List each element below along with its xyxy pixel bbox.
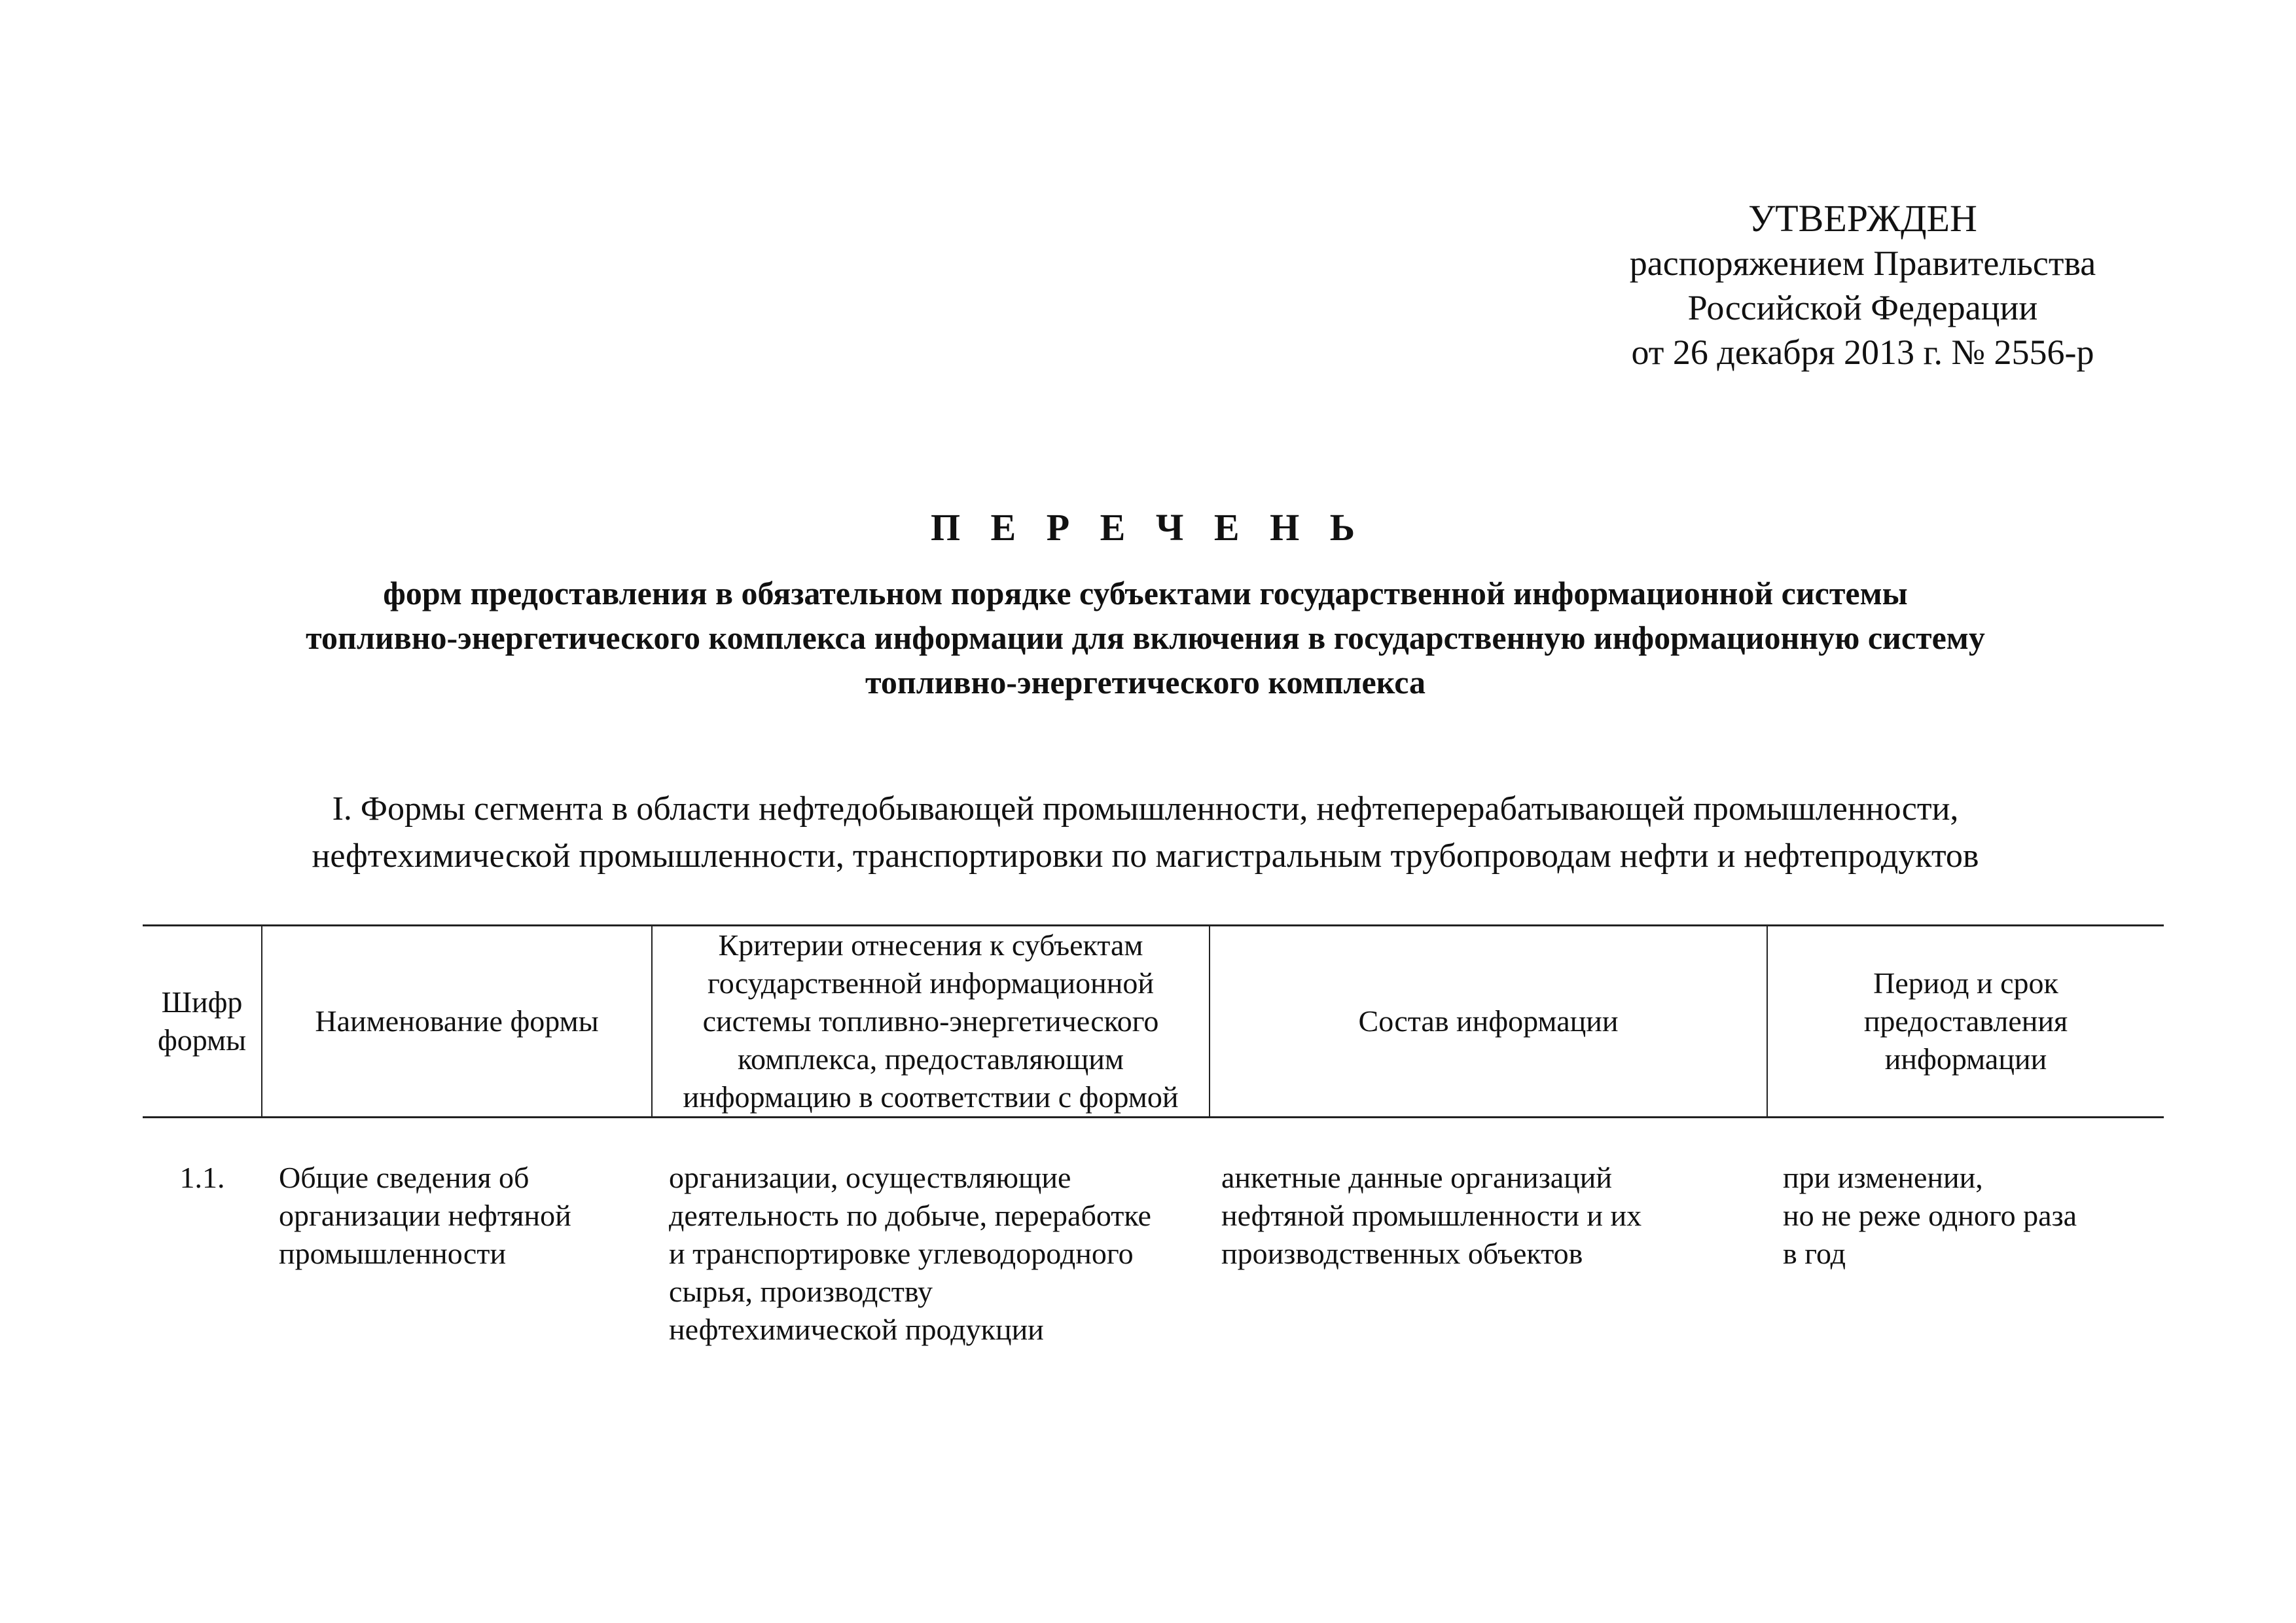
table-header-row bbox=[143, 926, 2164, 1118]
cell-text: анкетные данные организаций bbox=[1221, 1161, 1613, 1194]
approval-title: УТВЕРЖДЕН bbox=[1748, 197, 1977, 240]
header-text: формы bbox=[157, 1023, 247, 1057]
subtitle-line: форм предоставления в обязательном порядке субъектами государственной информационной системы bbox=[383, 575, 1908, 611]
header-text: предоставления bbox=[1863, 1004, 2068, 1038]
header-text: информацию в соответствии с формой bbox=[683, 1080, 1179, 1114]
cell-text: нефтяной промышленности и их bbox=[1221, 1199, 1642, 1232]
header-text: Критерии отнесения к субъектам bbox=[718, 928, 1143, 962]
document-subtitle bbox=[151, 571, 2140, 704]
subtitle-line: топливно-энергетического комплекса bbox=[865, 664, 1426, 701]
cell-text: 1.1. bbox=[179, 1161, 225, 1194]
header-name bbox=[262, 926, 652, 1118]
cell-name bbox=[262, 1118, 652, 1349]
forms-table bbox=[143, 924, 2164, 1349]
approval-stamp bbox=[1594, 196, 2131, 374]
cell-text: но не реже одного раза bbox=[1783, 1199, 2077, 1232]
section-heading-line: I. Формы сегмента в области нефтедобывающей промышленности, нефтеперерабатывающей промышленности, bbox=[332, 790, 1959, 828]
cell-text: в год bbox=[1783, 1237, 1846, 1270]
header-text: Шифр bbox=[161, 985, 243, 1019]
table-row bbox=[143, 1118, 2164, 1349]
subtitle-line: топливно-энергетического комплекса информации для включения в государственную информационную систему bbox=[306, 619, 1985, 656]
header-period bbox=[1767, 926, 2164, 1118]
header-text: государственной информационной bbox=[708, 966, 1154, 1000]
header-code bbox=[143, 926, 262, 1118]
approval-line-2: Российской Федерации bbox=[1687, 288, 2038, 327]
cell-period bbox=[1767, 1118, 2164, 1349]
cell-text: и транспортировке углеводородного bbox=[669, 1237, 1134, 1270]
section-heading-line: нефтехимической промышленности, транспортировки по магистральным трубопроводам нефти и нефтепродуктов bbox=[312, 837, 1979, 875]
header-text: Период и срок bbox=[1873, 966, 2058, 1000]
cell-text: нефтехимической продукции bbox=[669, 1313, 1044, 1346]
cell-text: производственных объектов bbox=[1221, 1237, 1583, 1270]
header-text: информации bbox=[1884, 1042, 2047, 1076]
header-text: комплекса, предоставляющим bbox=[737, 1042, 1124, 1076]
approval-line-1: распоряжением Правительства bbox=[1629, 244, 2096, 283]
header-text: системы топливно-энергетического bbox=[702, 1004, 1159, 1038]
section-heading bbox=[151, 786, 2140, 880]
cell-criteria bbox=[652, 1118, 1210, 1349]
cell-info bbox=[1210, 1118, 1767, 1349]
cell-code bbox=[143, 1118, 262, 1349]
cell-text: при изменении, bbox=[1783, 1161, 1983, 1194]
cell-text: организации нефтяной bbox=[279, 1199, 571, 1232]
header-text: Состав информации bbox=[1358, 1004, 1619, 1038]
cell-text: деятельность по добыче, переработке bbox=[669, 1199, 1151, 1232]
approval-line-3: от 26 декабря 2013 г. № 2556-р bbox=[1631, 333, 2094, 372]
header-criteria bbox=[652, 926, 1210, 1118]
document-title: П Е Р Е Ч Е Н Ь bbox=[930, 506, 1366, 549]
cell-text: организации, осуществляющие bbox=[669, 1161, 1071, 1194]
header-info bbox=[1210, 926, 1767, 1118]
header-text: Наименование формы bbox=[315, 1004, 599, 1038]
cell-text: промышленности bbox=[279, 1237, 507, 1270]
cell-text: Общие сведения об bbox=[279, 1161, 529, 1194]
cell-text: сырья, производству bbox=[669, 1275, 933, 1308]
